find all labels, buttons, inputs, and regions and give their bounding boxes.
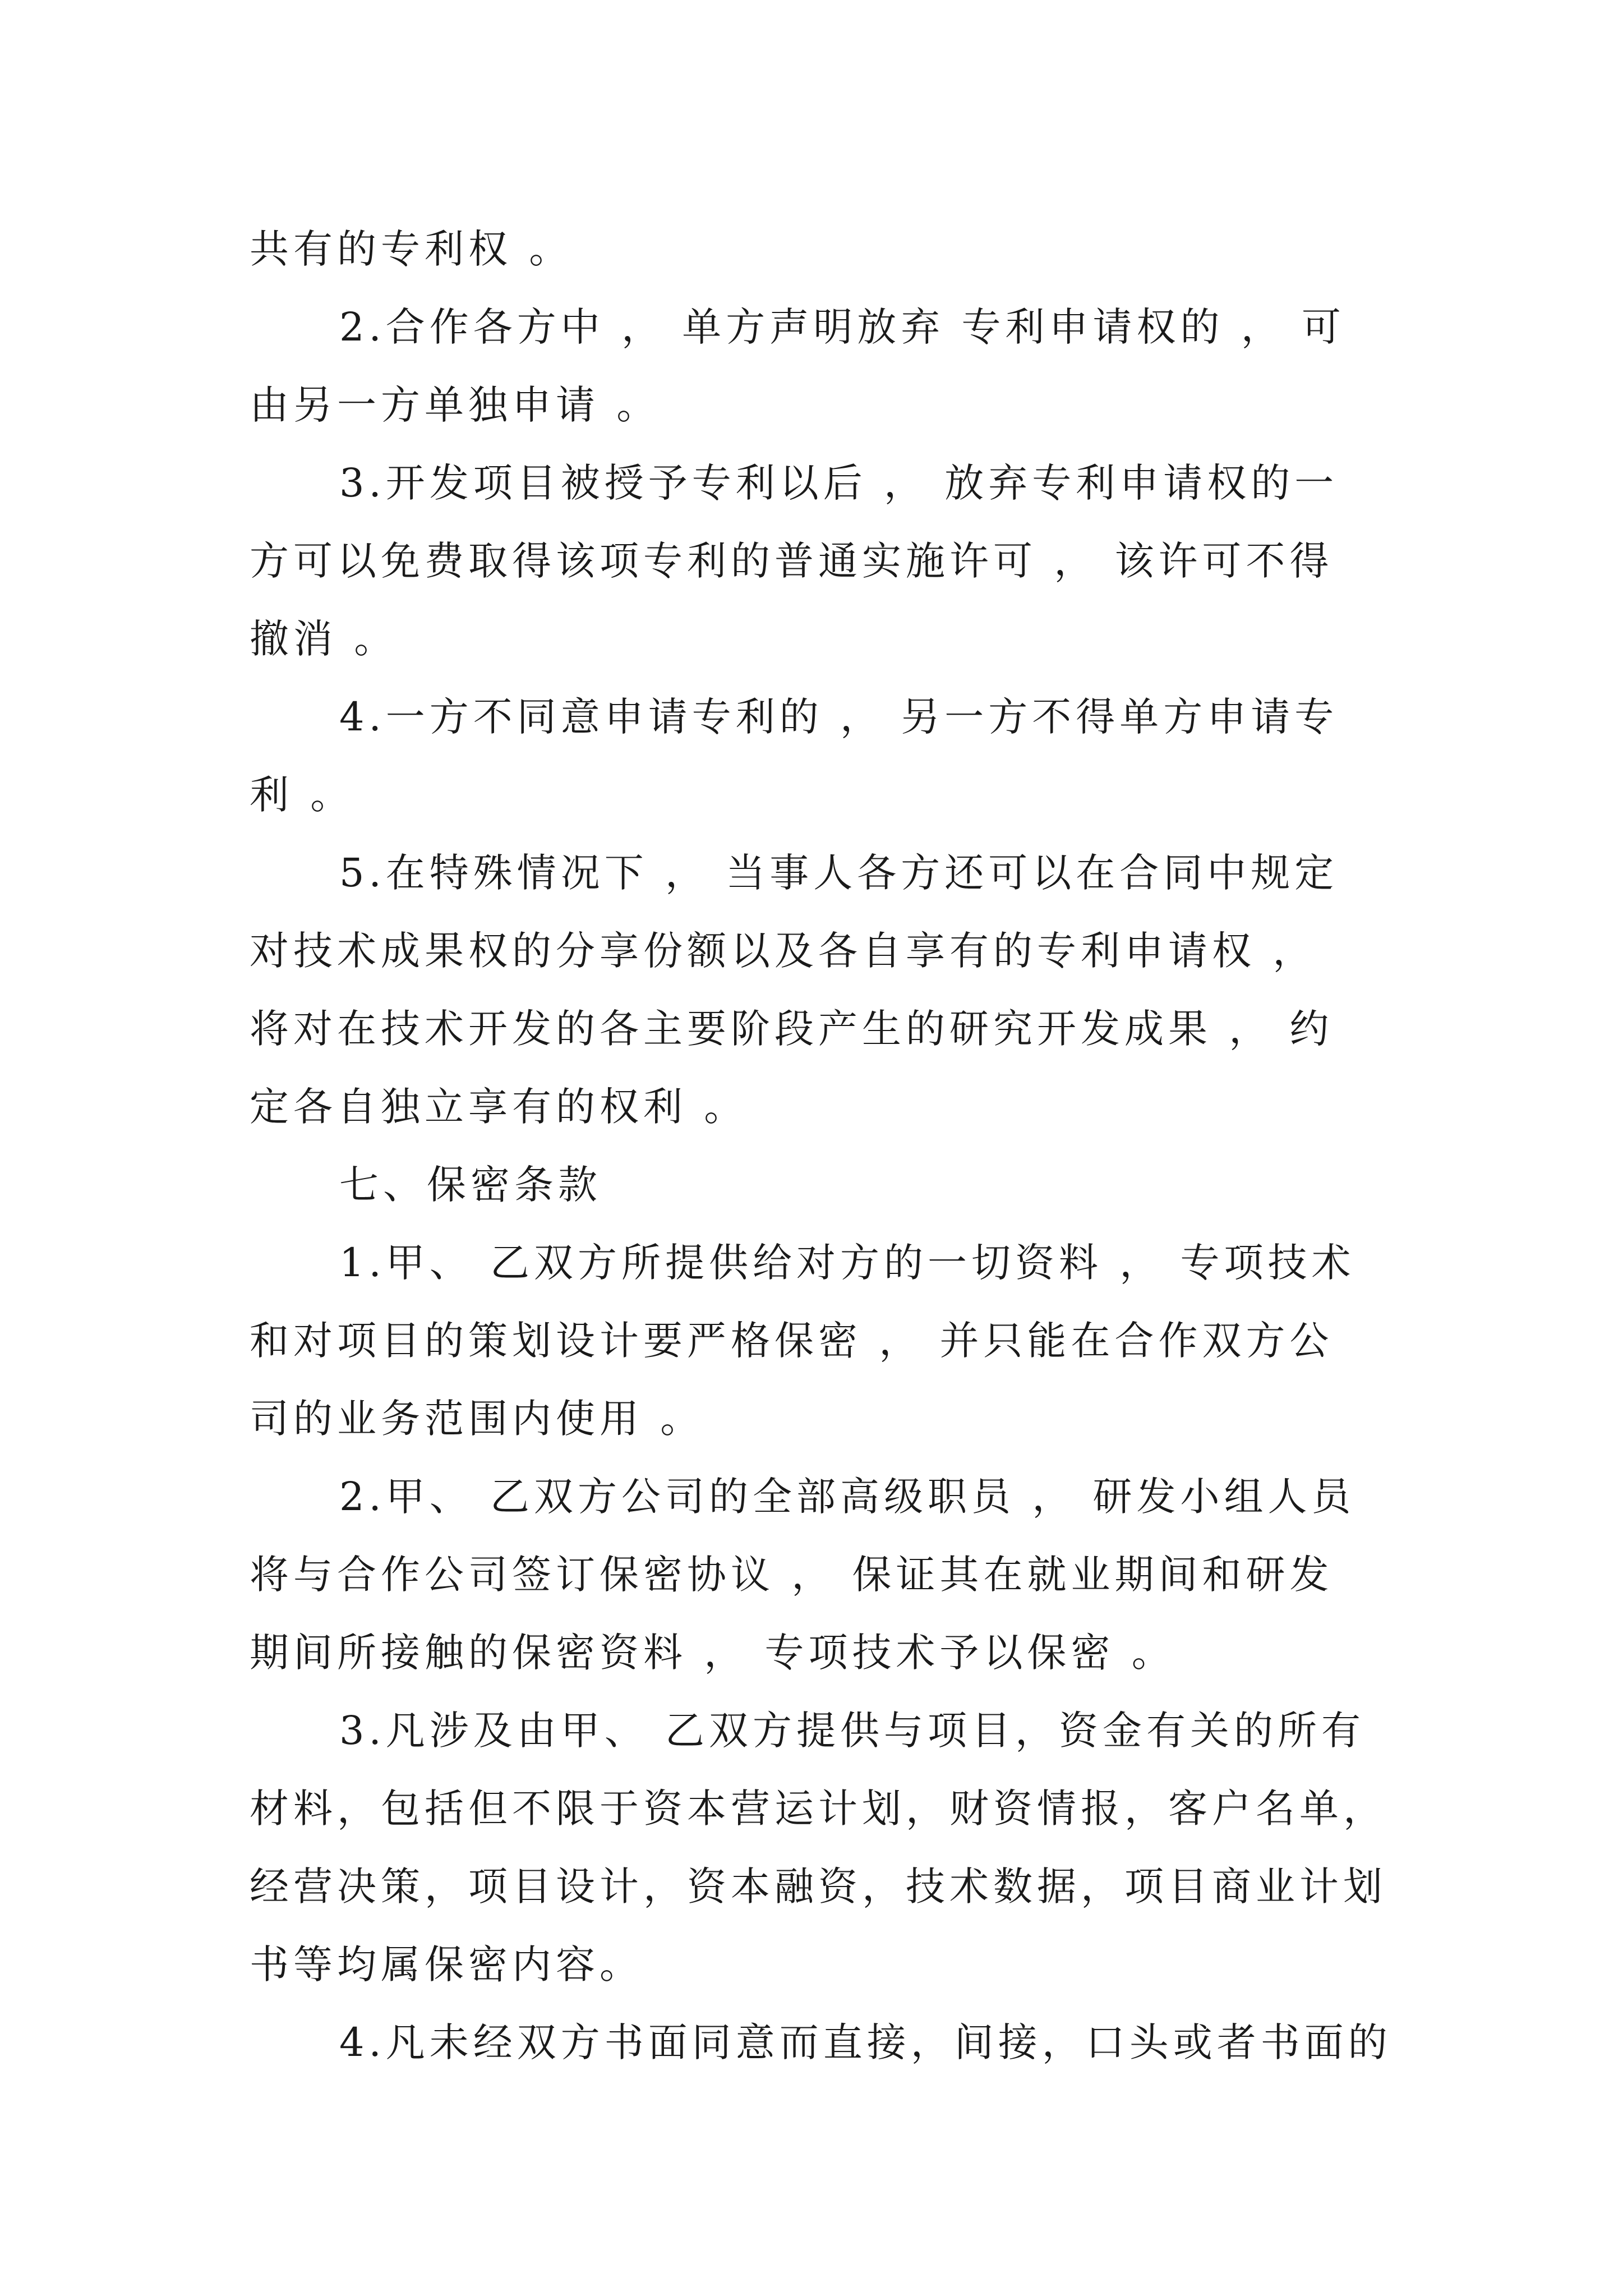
text-line: 书等均属保密内容。: [250, 1941, 643, 1987]
text-line: 利 。: [250, 772, 354, 818]
text-line: 由另一方单独申请 。: [250, 382, 661, 428]
text-line: 方可以免费取得该项专利的普通实施许可 ， 该许可不得: [250, 538, 1334, 584]
text-line: 3.凡涉及由甲、 乙双方提供与项目，资金有关的所有: [339, 1708, 1366, 1754]
text-line: 2.合作各方中 ， 单方声明放弃 专利申请权的 ， 可: [339, 304, 1346, 350]
paragraph: [250, 1692, 1391, 2004]
text-line: 七、保密条款: [339, 1162, 602, 1208]
text-line: 5.在特殊情况下 ， 当事人各方还可以在合同中规定: [339, 850, 1339, 896]
text-line: 经营决策，项目设计，资本融资，技术数据，项目商业计划: [250, 1864, 1387, 1910]
text-line: 3.开发项目被授予专利以后 ， 放弃专利申请权的一: [339, 460, 1339, 506]
paragraph: [250, 834, 1391, 1146]
text-line: 对技术成果权的分享份额以及各自享有的专利申请权 ，: [250, 928, 1317, 974]
text-line: 撤消 。: [250, 616, 398, 662]
text-line: 2.甲、 乙双方公司的全部高级职员 ， 研发小组人员: [339, 1474, 1355, 1520]
document-body: [250, 210, 1391, 2082]
paragraph: [250, 288, 1391, 444]
text-line: 材料，包括但不限于资本营运计划，财资情报，客户名单，: [250, 1786, 1387, 1832]
text-line: 4.凡未经双方书面同意而直接，间接，口头或者书面的: [339, 2019, 1392, 2065]
text-line: 和对项目的策划设计要严格保密 ， 并只能在合作双方公: [250, 1318, 1334, 1364]
paragraph: [250, 2004, 1391, 2082]
text-line: 4.一方不同意申请专利的 ， 另一方不得单方申请专: [339, 694, 1339, 740]
text-line: 共有的专利权 。: [250, 226, 573, 272]
paragraph: [250, 678, 1391, 834]
paragraph: [250, 210, 1391, 288]
paragraph: [250, 1224, 1391, 1458]
text-line: 将对在技术开发的各主要阶段产生的研究开发成果 ， 约: [250, 1006, 1334, 1052]
text-line: 期间所接触的保密资料 ， 专项技术予以保密 。: [250, 1630, 1175, 1676]
text-line: 定各自独立享有的权利 。: [250, 1084, 748, 1130]
paragraph: [250, 1146, 1391, 1224]
text-line: 1.甲、 乙双方所提供给对方的一切资料 ， 专项技术: [339, 1240, 1355, 1286]
paragraph: [250, 1458, 1391, 1692]
paragraph: [250, 444, 1391, 678]
text-line: 司的业务范围内使用 。: [250, 1396, 704, 1442]
text-line: 将与合作公司签订保密协议 ， 保证其在就业期间和研发: [250, 1552, 1334, 1598]
